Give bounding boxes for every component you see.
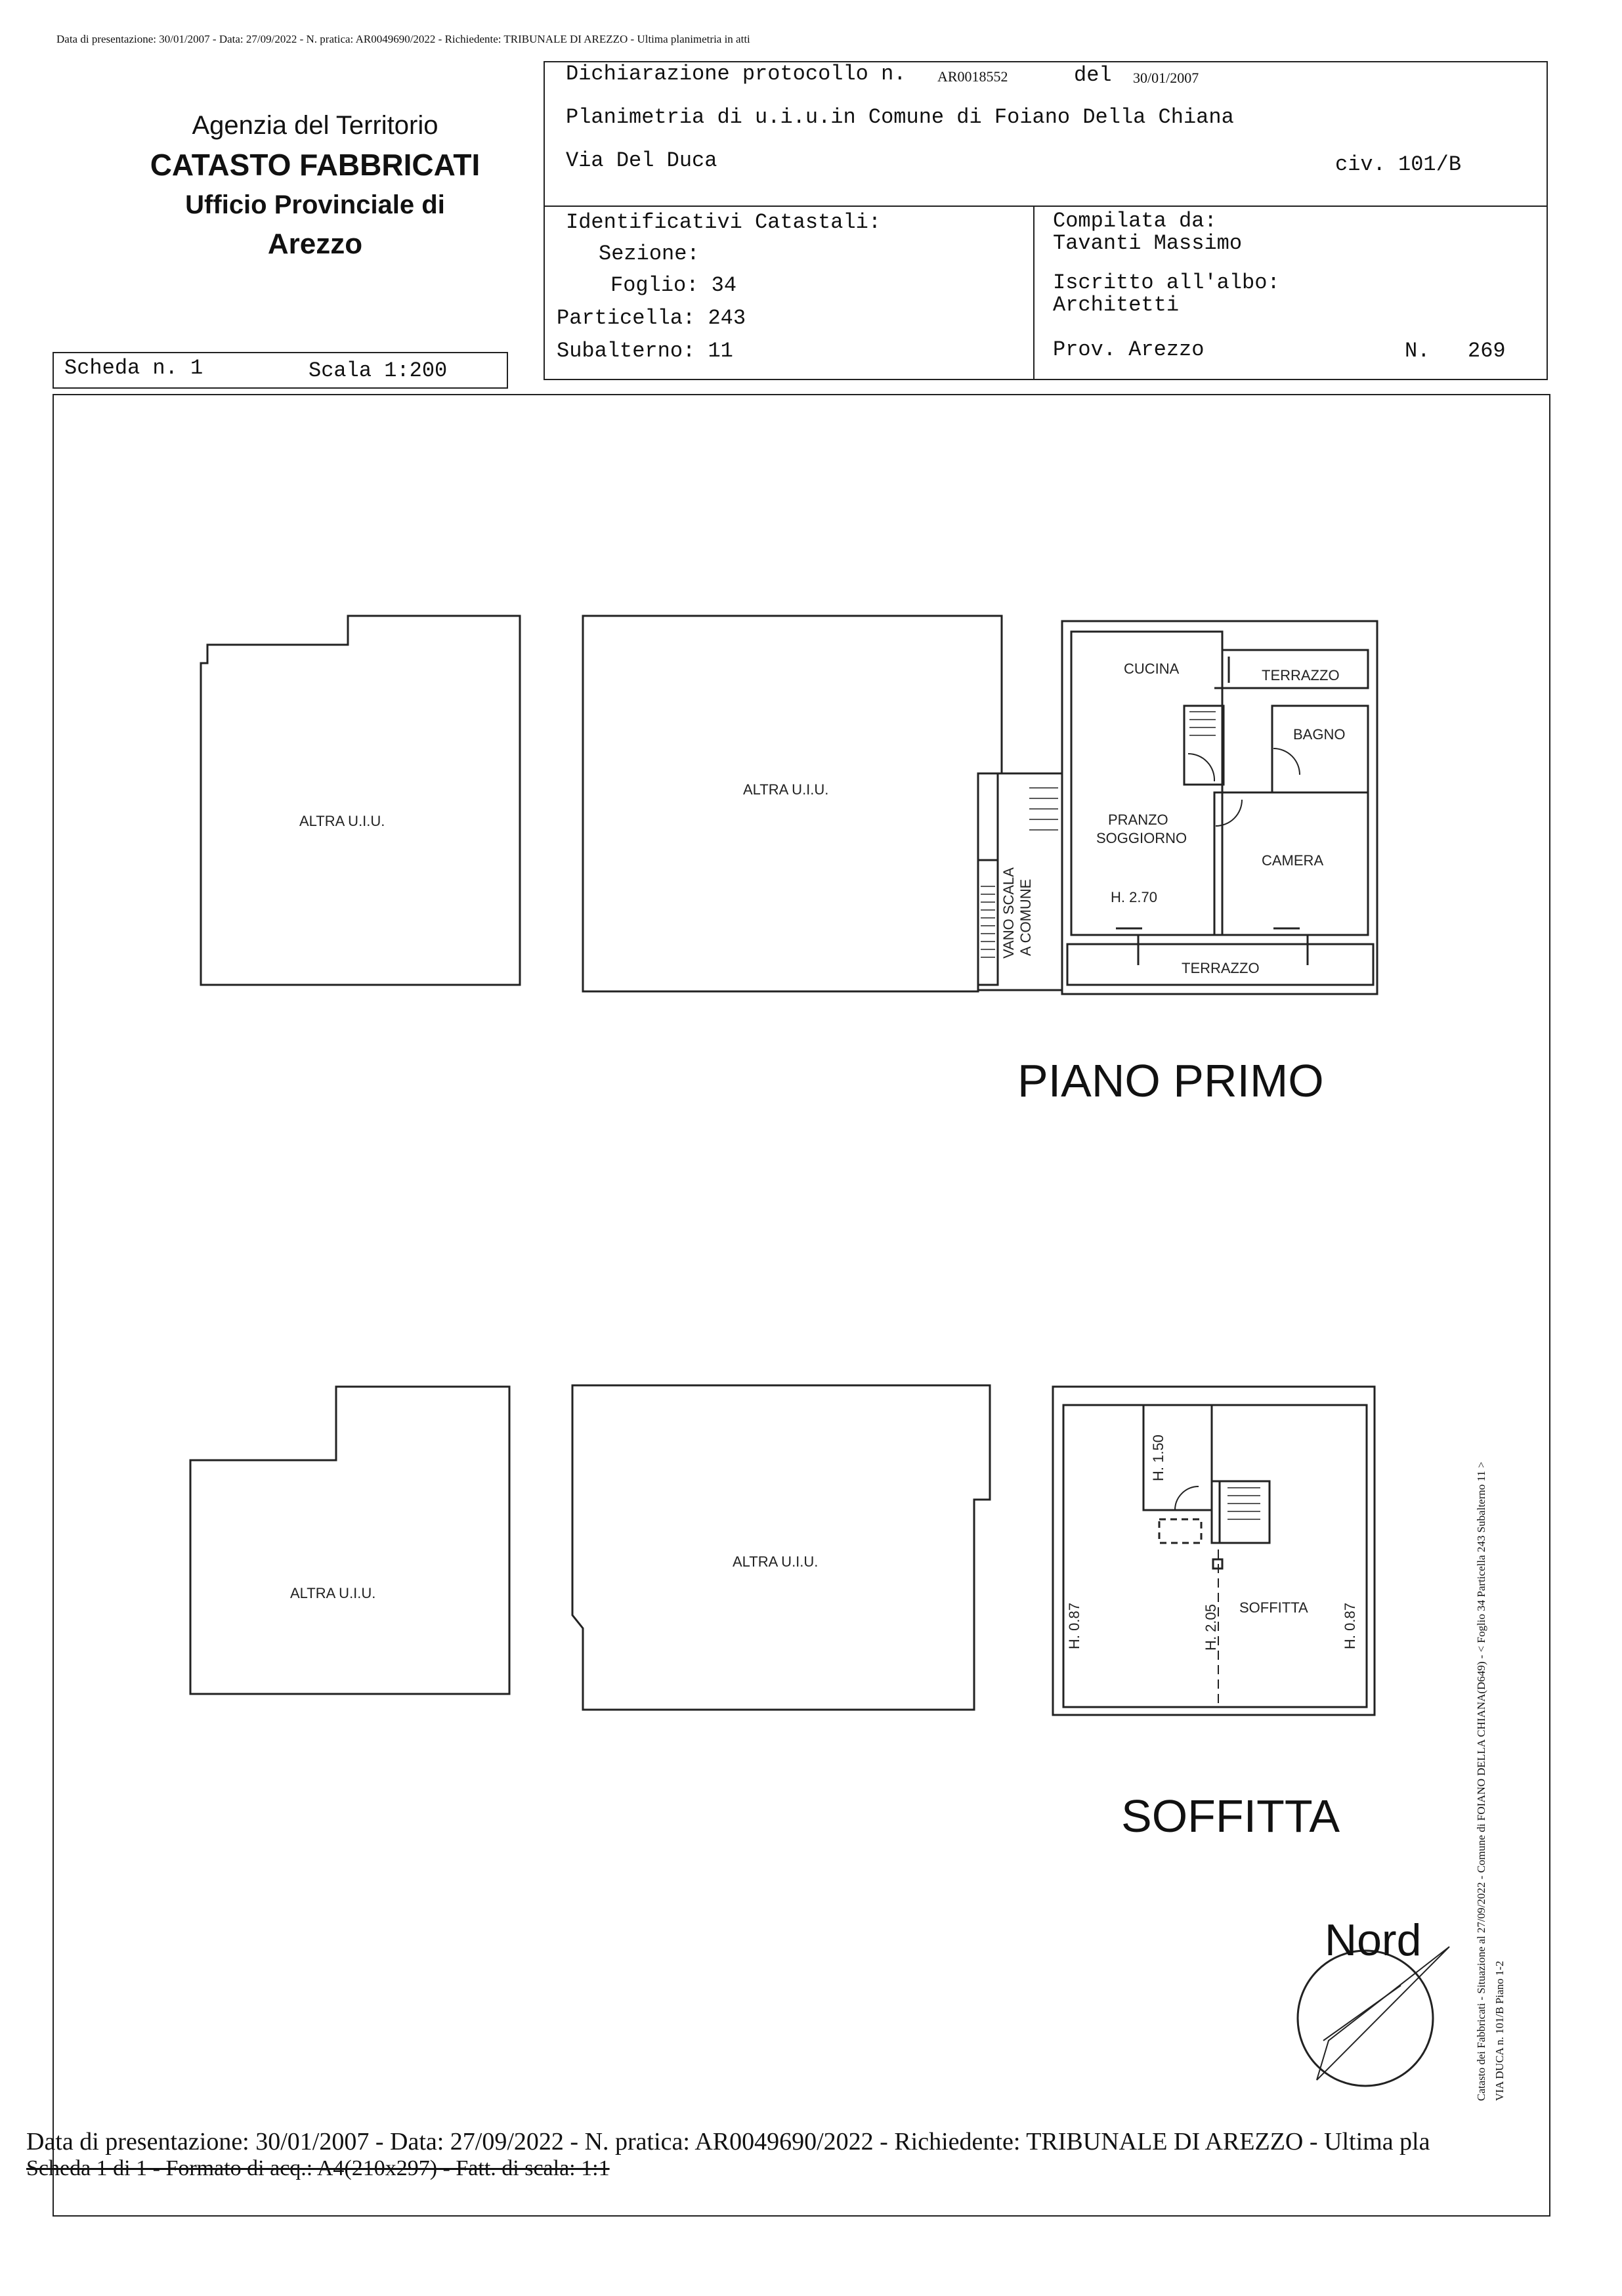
room-soggiorno: SOGGIORNO — [1096, 830, 1187, 846]
other-unit-label: ALTRA U.I.U. — [733, 1553, 819, 1570]
other-unit-label: ALTRA U.I.U. — [299, 813, 385, 829]
attic-outline — [1053, 1387, 1375, 1715]
other-unit-outline — [572, 1385, 990, 1710]
protocol-number: AR0018552 — [937, 68, 1008, 85]
stair-label-a: VANO SCALA — [1000, 867, 1017, 959]
north-label: Nord — [1325, 1915, 1422, 1965]
other-unit-outline — [583, 616, 1002, 991]
north-compass — [1298, 1951, 1433, 2086]
agency-line1: Agenzia del Territorio — [192, 111, 438, 140]
foglio: Foglio: 34 — [610, 273, 737, 297]
del-date: 30/01/2007 — [1133, 70, 1199, 86]
side-note-line1: Catasto dei Fabbricati - Situazione al 27/09/2022 - Comune di FOIANO DELLA CHIANA(D649) - < Foglio 34 Particella 243 Subalterno 11 > — [1475, 1462, 1487, 2101]
agency-line2: CATASTO FABBRICATI — [150, 148, 480, 182]
subalterno: Subalterno: 11 — [557, 339, 733, 363]
particella: Particella: 243 — [557, 306, 746, 330]
room-pranzo: PRANZO — [1108, 812, 1168, 828]
room-terrazzo-top: TERRAZZO — [1262, 667, 1340, 683]
room-cucina: CUCINA — [1124, 661, 1180, 677]
n-value: 269 — [1468, 339, 1506, 363]
stair-label-b: A COMUNE — [1017, 878, 1034, 956]
other-unit-label: ALTRA U.I.U. — [743, 781, 829, 798]
civ: civ. 101/B — [1335, 152, 1462, 177]
other-unit-outline — [190, 1387, 509, 1694]
protocol-label: Dichiarazione protocollo n. — [566, 62, 907, 86]
identifiers-title: Identificativi Catastali: — [566, 210, 882, 234]
scheda-scale: Scala 1:200 — [309, 358, 448, 383]
del-label: del — [1074, 63, 1112, 87]
height-150: H. 1.50 — [1150, 1435, 1166, 1481]
scheda-label: Scheda n. 1 — [64, 356, 203, 380]
agency-line4: Arezzo — [267, 228, 363, 260]
top-note: Data di presentazione: 30/01/2007 - Data: 27/09/2022 - N. pratica: AR0049690/2022 - Richiedente: TRIBUNALE DI AREZZO - Ultima planimetria in atti — [56, 33, 750, 45]
footer-line1: Data di presentazione: 30/01/2007 - Data: 27/09/2022 - N. pratica: AR0049690/2022 - Richiedente: TRIBUNALE DI AREZZO - Ultima pla — [26, 2128, 1430, 2155]
compiler-name: Tavanti Massimo — [1053, 231, 1243, 255]
other-unit-outline — [201, 616, 520, 985]
other-unit-label: ALTRA U.I.U. — [290, 1585, 376, 1601]
footer-line2: Scheda 1 di 1 - Formato di acq.: A4(210x297) - Fatt. di scala: 1:1 — [26, 2156, 610, 2180]
plan-line: Planimetria di u.i.u.in Comune di Foiano Della Chiana — [566, 105, 1234, 129]
room-camera: CAMERA — [1262, 852, 1324, 869]
n-label: N. — [1405, 339, 1430, 363]
attic-title: SOFFITTA — [1121, 1790, 1340, 1842]
side-note-line2: VIA DUCA n. 101/B Piano 1-2 — [1493, 1960, 1506, 2101]
room-soffitta: SOFFITTA — [1239, 1599, 1308, 1616]
prov: Prov. Arezzo — [1053, 337, 1205, 362]
agency-line3: Ufficio Provinciale di — [185, 190, 445, 219]
compiled-by-label: Compilata da: — [1053, 209, 1217, 233]
height-087-left: H. 0.87 — [1066, 1603, 1082, 1649]
room-bagno: BAGNO — [1293, 726, 1346, 743]
albo-label: Iscritto all'albo: — [1053, 271, 1280, 295]
room-terrazzo-bottom: TERRAZZO — [1182, 960, 1260, 976]
height-floor1: H. 2.70 — [1111, 889, 1157, 905]
height-087-right: H. 0.87 — [1342, 1603, 1358, 1649]
floor1-title: PIANO PRIMO — [1017, 1055, 1324, 1106]
sezione: Sezione: — [599, 242, 700, 266]
albo: Architetti — [1053, 293, 1180, 317]
height-205: H. 2.05 — [1203, 1604, 1219, 1651]
street: Via Del Duca — [566, 148, 717, 173]
